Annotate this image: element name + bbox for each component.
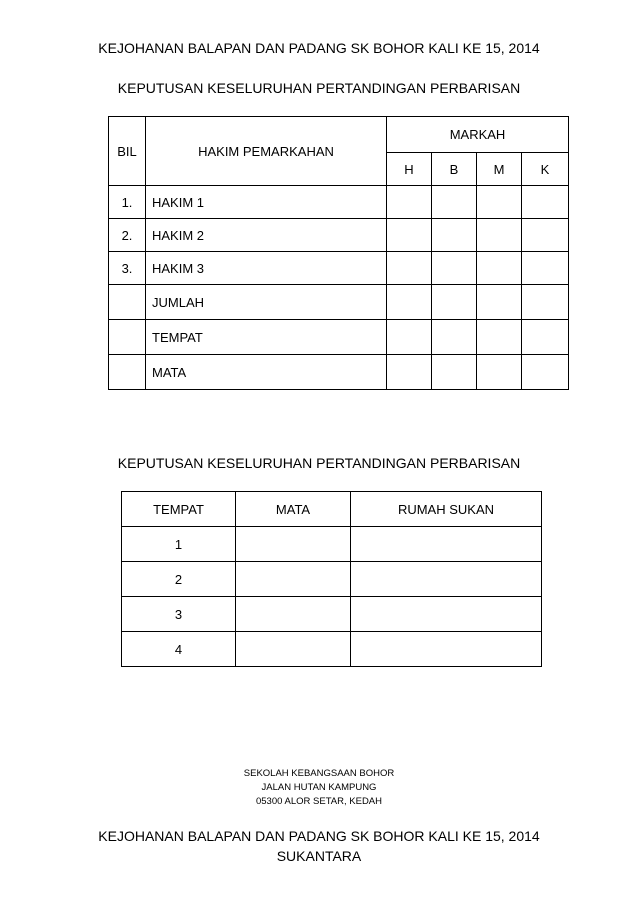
header-markah: MARKAH	[387, 117, 569, 153]
section-title-results: KEPUTUSAN KESELURUHAN PERTANDINGAN PERBARISAN	[117, 455, 521, 471]
mata-cell[interactable]	[236, 597, 351, 632]
table-row	[122, 632, 542, 667]
row-label: JUMLAH	[146, 285, 387, 320]
score-cell[interactable]	[522, 219, 569, 252]
score-cell[interactable]	[432, 186, 477, 219]
row-bil	[109, 320, 146, 355]
score-cell[interactable]	[477, 285, 522, 320]
row-label: HAKIM 3	[146, 252, 387, 285]
place-number: 3	[122, 597, 236, 632]
row-label: HAKIM 1	[146, 186, 387, 219]
judges-score-table	[108, 116, 569, 390]
score-cell[interactable]	[387, 355, 432, 390]
score-cell[interactable]	[522, 285, 569, 320]
row-bil: 2.	[109, 219, 146, 252]
row-label: HAKIM 2	[146, 219, 387, 252]
row-bil: 1.	[109, 186, 146, 219]
score-cell[interactable]	[432, 219, 477, 252]
header-mark-m: M	[477, 153, 522, 186]
score-cell[interactable]	[522, 252, 569, 285]
address-line: 05300 ALOR SETAR, KEDAH	[255, 796, 383, 807]
rumah-sukan-cell[interactable]	[351, 527, 542, 562]
row-bil: 3.	[109, 252, 146, 285]
header-tempat: TEMPAT	[122, 492, 236, 527]
header-mark-h: H	[387, 153, 432, 186]
table-row	[109, 355, 569, 390]
score-cell[interactable]	[477, 355, 522, 390]
address-line: JALAN HUTAN KAMPUNG	[261, 782, 377, 793]
table-header-row	[109, 117, 569, 153]
score-cell[interactable]	[432, 285, 477, 320]
score-cell[interactable]	[387, 320, 432, 355]
score-cell[interactable]	[477, 252, 522, 285]
place-number: 2	[122, 562, 236, 597]
place-number: 1	[122, 527, 236, 562]
score-cell[interactable]	[432, 252, 477, 285]
address-line: SEKOLAH KEBANGSAAN BOHOR	[243, 768, 395, 779]
score-cell[interactable]	[522, 320, 569, 355]
rumah-sukan-cell[interactable]	[351, 597, 542, 632]
header-mata: MATA	[236, 492, 351, 527]
header-rumah-sukan: RUMAH SUKAN	[351, 492, 542, 527]
table-row	[122, 527, 542, 562]
table-row	[109, 186, 569, 219]
rumah-sukan-cell[interactable]	[351, 562, 542, 597]
score-cell[interactable]	[477, 219, 522, 252]
row-label: MATA	[146, 355, 387, 390]
table-row	[109, 219, 569, 252]
score-cell[interactable]	[387, 285, 432, 320]
score-cell[interactable]	[432, 320, 477, 355]
table-row	[109, 252, 569, 285]
row-bil	[109, 285, 146, 320]
table-row	[122, 562, 542, 597]
header-bil: BIL	[109, 117, 146, 186]
table-row	[109, 285, 569, 320]
place-number: 4	[122, 632, 236, 667]
score-cell[interactable]	[387, 252, 432, 285]
results-table	[121, 491, 542, 667]
footer-subtitle-line: SUKANTARA	[276, 848, 362, 864]
section-title-judges: KEPUTUSAN KESELURUHAN PERTANDINGAN PERBARISAN	[117, 80, 521, 96]
score-cell[interactable]	[387, 186, 432, 219]
table-row	[109, 320, 569, 355]
header-mark-k: K	[522, 153, 569, 186]
mata-cell[interactable]	[236, 527, 351, 562]
row-label: TEMPAT	[146, 320, 387, 355]
header-mark-b: B	[432, 153, 477, 186]
score-cell[interactable]	[477, 186, 522, 219]
table-header-row	[122, 492, 542, 527]
score-cell[interactable]	[477, 320, 522, 355]
score-cell[interactable]	[387, 219, 432, 252]
rumah-sukan-cell[interactable]	[351, 632, 542, 667]
score-cell[interactable]	[522, 355, 569, 390]
footer-title-line: KEJOHANAN BALAPAN DAN PADANG SK BOHOR KALI KE 15, 2014	[98, 828, 540, 844]
header-hakim-pemarkahan: HAKIM PEMARKAHAN	[146, 117, 387, 186]
page-title: KEJOHANAN BALAPAN DAN PADANG SK BOHOR KALI KE 15, 2014	[98, 40, 540, 56]
score-cell[interactable]	[522, 186, 569, 219]
school-address	[0, 767, 638, 809]
footer-title	[0, 826, 638, 866]
row-bil	[109, 355, 146, 390]
mata-cell[interactable]	[236, 632, 351, 667]
table-row	[122, 597, 542, 632]
mata-cell[interactable]	[236, 562, 351, 597]
score-cell[interactable]	[432, 355, 477, 390]
